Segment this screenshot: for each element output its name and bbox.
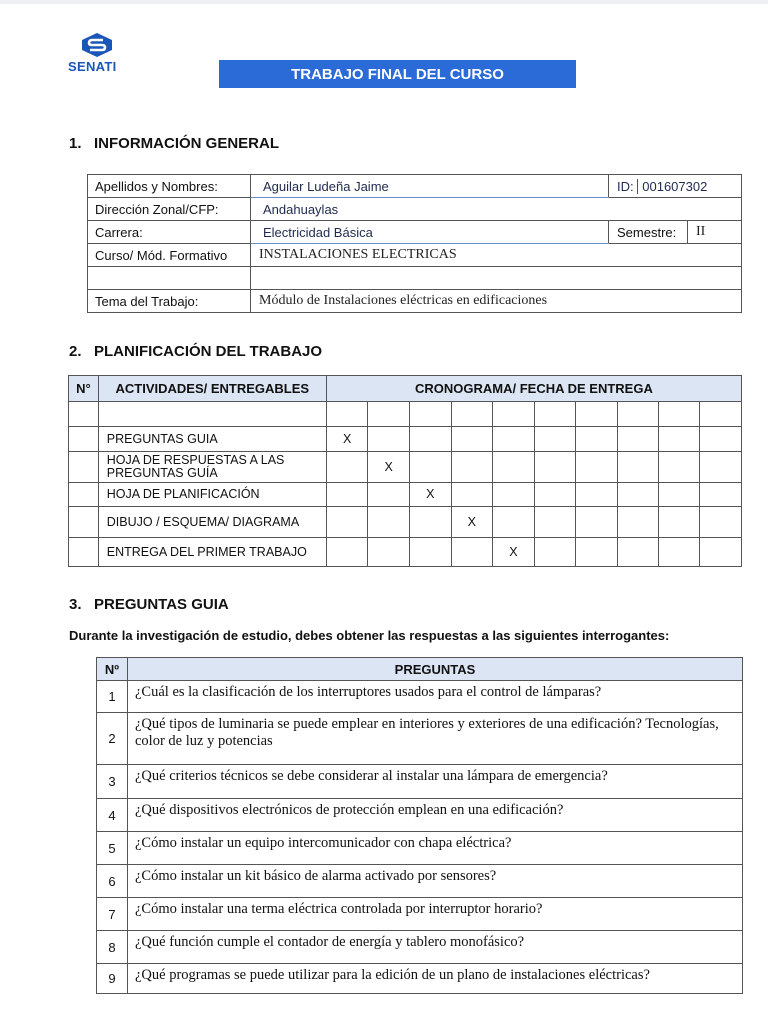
schedule-cell (451, 452, 493, 483)
info-row-carrera (88, 221, 742, 244)
questions-table (96, 657, 743, 994)
planning-row-number (69, 427, 99, 452)
question-row (97, 799, 743, 832)
schedule-cell (617, 452, 658, 483)
planning-row (69, 427, 742, 452)
schedule-cell (700, 402, 742, 427)
schedule-cell (617, 507, 658, 538)
planning-row-number (69, 402, 99, 427)
schedule-cell (700, 427, 742, 452)
schedule-cell (326, 483, 368, 507)
schedule-cell (409, 427, 451, 452)
question-number: 6 (97, 865, 128, 898)
question-text: ¿Cuál es la clasificación de los interruptores usados para el control de lámparas? (128, 681, 743, 713)
schedule-cell (534, 427, 575, 452)
schedule-cell (326, 402, 368, 427)
schedule-cell (326, 452, 368, 483)
planning-body (69, 402, 742, 567)
top-band (0, 0, 768, 4)
question-number: 8 (97, 931, 128, 964)
question-text: ¿Qué programas se puede utilizar para la edición de un plano de instalaciones eléctricas? (128, 964, 743, 994)
planning-row (69, 483, 742, 507)
schedule-cell (493, 402, 535, 427)
question-text: ¿Qué función cumple el contador de energía y tablero monofásico? (128, 931, 743, 964)
empty-label-cell (88, 267, 251, 290)
planning-activity: HOJA DE RESPUESTAS A LAS PREGUNTAS GUÍA (98, 452, 326, 483)
tema-value: Módulo de Instalaciones eléctricas en edificaciones (251, 290, 742, 313)
direccion-label: Dirección Zonal/CFP: (88, 198, 251, 221)
senati-logo-icon (80, 32, 114, 58)
senati-logo (68, 32, 128, 74)
schedule-cell (659, 538, 700, 567)
page-banner-title: TRABAJO FINAL DEL CURSO (219, 60, 576, 88)
id-cell (609, 175, 742, 198)
question-row (97, 964, 743, 994)
planning-activity: PREGUNTAS GUIA (98, 427, 326, 452)
schedule-cell (493, 507, 535, 538)
section-1-heading: INFORMACIÓN GENERAL (94, 135, 279, 152)
schedule-cell (326, 538, 368, 567)
schedule-cell (451, 402, 493, 427)
question-row (97, 765, 743, 799)
planning-row (69, 538, 742, 567)
schedule-cell (700, 452, 742, 483)
question-text: ¿Cómo instalar un equipo intercomunicador con chapa eléctrica? (128, 832, 743, 865)
schedule-cell (534, 507, 575, 538)
questions-header-row (97, 658, 743, 681)
schedule-cell (409, 452, 451, 483)
question-text: ¿Cómo instalar una terma eléctrica controlada por interruptor horario? (128, 898, 743, 931)
planning-activity: DIBUJO / ESQUEMA/ DIAGRAMA (98, 507, 326, 538)
schedule-cell (659, 402, 700, 427)
schedule-cell (617, 483, 658, 507)
planning-row-number (69, 452, 99, 483)
info-row-curso (88, 244, 742, 267)
schedule-cell (576, 507, 617, 538)
question-row (97, 681, 743, 713)
planning-schedule-header: CRONOGRAMA/ FECHA DE ENTREGA (326, 376, 741, 402)
planning-row-number (69, 483, 99, 507)
question-text: ¿Cómo instalar un kit básico de alarma activado por sensores? (128, 865, 743, 898)
schedule-cell (451, 483, 493, 507)
questions-intro: Durante la investigación de estudio, debes obtener las respuestas a las siguientes interrogantes: (69, 628, 670, 643)
question-row (97, 832, 743, 865)
questions-text-header: PREGUNTAS (128, 658, 743, 681)
question-row (97, 865, 743, 898)
question-row (97, 931, 743, 964)
carrera-label: Carrera: (88, 221, 251, 244)
planning-activity (98, 402, 326, 427)
section-2-title (69, 343, 322, 360)
schedule-cell (368, 507, 410, 538)
questions-body (97, 681, 743, 994)
schedule-mark: X (409, 483, 451, 507)
schedule-cell (368, 427, 410, 452)
question-row (97, 898, 743, 931)
schedule-cell (659, 507, 700, 538)
schedule-cell (700, 483, 742, 507)
schedule-cell (700, 507, 742, 538)
info-row-direccion (88, 198, 742, 221)
schedule-cell (576, 538, 617, 567)
section-3-heading: PREGUNTAS GUIA (94, 596, 229, 613)
schedule-cell (451, 427, 493, 452)
question-number: 3 (97, 765, 128, 799)
planning-header-row (69, 376, 742, 402)
schedule-cell (617, 402, 658, 427)
logo-text: SENATI (68, 59, 117, 74)
carrera-value: Electricidad Básica (251, 221, 609, 244)
schedule-mark: X (493, 538, 535, 567)
question-number: 1 (97, 681, 128, 713)
schedule-cell (576, 427, 617, 452)
section-2-heading: PLANIFICACIÓN DEL TRABAJO (94, 343, 323, 360)
planning-blank-row (69, 402, 742, 427)
schedule-cell (409, 538, 451, 567)
schedule-cell (534, 483, 575, 507)
schedule-cell (368, 538, 410, 567)
schedule-cell (451, 538, 493, 567)
schedule-cell (368, 483, 410, 507)
info-row-apellidos (88, 175, 742, 198)
question-number: 2 (97, 713, 128, 765)
planning-row (69, 507, 742, 538)
schedule-mark: X (451, 507, 493, 538)
questions-num-header: Nº (97, 658, 128, 681)
empty-value-cell (251, 267, 742, 290)
schedule-cell (576, 402, 617, 427)
schedule-cell (659, 427, 700, 452)
question-number: 5 (97, 832, 128, 865)
schedule-cell (409, 402, 451, 427)
schedule-cell (534, 538, 575, 567)
apellidos-value: Aguilar Ludeña Jaime (251, 175, 609, 198)
section-2-number: 2. (69, 343, 82, 360)
schedule-cell (493, 483, 535, 507)
planning-table (68, 375, 742, 567)
question-number: 9 (97, 964, 128, 994)
section-3-title (69, 596, 229, 613)
planning-activity: ENTREGA DEL PRIMER TRABAJO (98, 538, 326, 567)
schedule-cell (493, 452, 535, 483)
section-1-title (69, 135, 279, 152)
section-3-number: 3. (69, 596, 82, 613)
id-value: 001607302 (637, 179, 707, 194)
tema-label: Tema del Trabajo: (88, 290, 251, 313)
semestre-value: II (688, 221, 742, 244)
general-info-table (87, 174, 742, 313)
schedule-mark: X (326, 427, 368, 452)
planning-activity: HOJA DE PLANIFICACIÓN (98, 483, 326, 507)
schedule-mark: X (368, 452, 410, 483)
schedule-cell (617, 427, 658, 452)
apellidos-label: Apellidos y Nombres: (88, 175, 251, 198)
direccion-value: Andahuaylas (251, 198, 742, 221)
schedule-cell (576, 452, 617, 483)
schedule-cell (368, 402, 410, 427)
question-number: 7 (97, 898, 128, 931)
question-row (97, 713, 743, 765)
question-text: ¿Qué dispositivos electrónicos de protección emplean en una edificación? (128, 799, 743, 832)
planning-row-number (69, 538, 99, 567)
schedule-cell (534, 402, 575, 427)
schedule-cell (659, 483, 700, 507)
schedule-cell (409, 507, 451, 538)
schedule-cell (700, 538, 742, 567)
planning-row-number (69, 507, 99, 538)
info-row-tema (88, 290, 742, 313)
planning-activities-header: ACTIVIDADES/ ENTREGABLES (98, 376, 326, 402)
question-text: ¿Qué tipos de luminaria se puede emplear en interiores y exteriores de una edificación? Tecnologías, color de luz y potencias (128, 713, 743, 765)
schedule-cell (493, 427, 535, 452)
curso-value: INSTALACIONES ELECTRICAS (251, 244, 742, 267)
question-text: ¿Qué criterios técnicos se debe considerar al instalar una lámpara de emergencia? (128, 765, 743, 799)
schedule-cell (617, 538, 658, 567)
section-1-number: 1. (69, 135, 82, 152)
planning-num-header: N° (69, 376, 99, 402)
planning-row (69, 452, 742, 483)
question-number: 4 (97, 799, 128, 832)
schedule-cell (659, 452, 700, 483)
schedule-cell (576, 483, 617, 507)
info-row-empty (88, 267, 742, 290)
semestre-label: Semestre: (609, 221, 688, 244)
curso-label: Curso/ Mód. Formativo (88, 244, 251, 267)
schedule-cell (326, 507, 368, 538)
schedule-cell (534, 452, 575, 483)
id-label: ID: (617, 178, 634, 194)
